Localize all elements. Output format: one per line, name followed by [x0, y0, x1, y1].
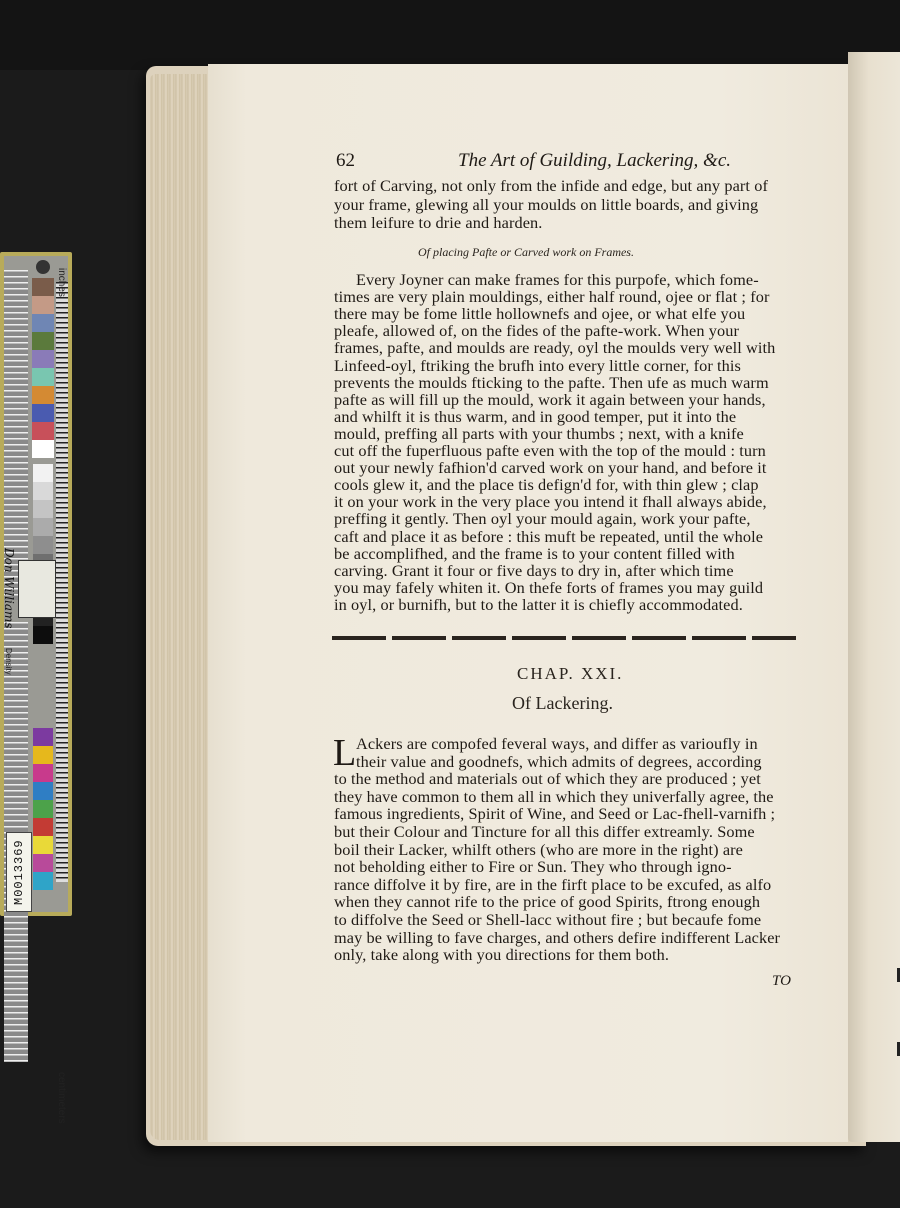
text-line: pleafe, allowed of, on the fides of the pafte-work. When your — [334, 321, 739, 341]
facing-page — [848, 52, 900, 1142]
text-line: carving. Grant it four or five days to dry in, after which time — [334, 560, 734, 580]
chapter-title: Of Lackering. — [512, 693, 613, 713]
signature: Don Williams — [2, 548, 16, 629]
text-line: when they cannot rife to the price of good Spirits, ftrong enough — [334, 892, 761, 912]
text-line: mould, preffing all parts with your thumbs ; next, with a knife — [334, 423, 744, 443]
text-line: their value and goodnefs, which admits of degrees, according — [356, 751, 762, 771]
color-swatch — [33, 818, 53, 836]
section-divider — [332, 636, 796, 640]
color-swatch — [33, 782, 53, 800]
color-swatch — [32, 368, 54, 386]
color-swatch — [32, 296, 54, 314]
background-top — [0, 0, 900, 70]
text-line: pafte as will fill up the mould, work it again between your hands, — [334, 389, 766, 409]
text-line: there may be fome little hollownefs and ojee, or what elfe you — [334, 304, 746, 324]
centimeters-label: centimeters — [56, 1072, 67, 1124]
item-id-label: M0013369 — [6, 832, 32, 912]
text-line: you may fafely whiten it. On thefe forts of frames you may guild — [334, 577, 764, 597]
chapter-number: CHAP. XXI. — [517, 664, 624, 683]
density-label: Density — [4, 648, 13, 675]
gray-swatch — [33, 536, 53, 554]
target-box — [18, 560, 56, 618]
color-swatch — [32, 350, 54, 368]
color-swatch — [33, 764, 53, 782]
color-swatch — [32, 314, 54, 332]
text-line: famous ingredients, Spirit of Wine, and Seed or Lac-fhell-varnifh ; — [334, 804, 776, 824]
gray-swatch — [33, 500, 53, 518]
text-line: it on your work in the very place you intend it fhall always abide, — [334, 492, 767, 512]
color-swatch — [33, 872, 53, 890]
text-line: cools glew it, and the place tis defign'd for, with thin glew ; clap — [334, 475, 759, 495]
color-swatch — [32, 404, 54, 422]
gray-swatch — [33, 626, 53, 644]
text-line: prevents the moulds fticking to the pafte. Then ufe as much warm — [334, 372, 769, 392]
page-number: 62 — [336, 150, 355, 171]
catchword: TO — [772, 973, 791, 989]
text-line: Every Joyner can make frames for this purpofe, which fome- — [356, 270, 759, 289]
text-line: out your newly fafhion'd carved work on your hand, and before it — [334, 458, 767, 478]
inches-label: inches — [56, 268, 67, 297]
text-line: them leifure to drie and harden. — [334, 213, 543, 232]
text-line: but their Colour and Tincture for all this differ extreamly. Some — [334, 822, 755, 841]
text-line: frames, pafte, and moulds are ready, oyl the moulds very well with — [334, 338, 776, 358]
text-line: your frame, glewing all your moulds on little boards, and giving — [334, 194, 759, 214]
text-line: times are very plain mouldings, either half round, ojee or flat ; for — [334, 287, 770, 307]
text-line: boil their Lacker, whilft others (who are more in the right) are — [334, 839, 744, 859]
color-swatch — [32, 278, 54, 296]
page-edges — [150, 74, 212, 1140]
drop-cap: L — [333, 732, 357, 774]
text-line: may be willing to fave charges, and others defire indifferent Lacker — [334, 927, 781, 947]
text-line: and whilft it is thus warm, and in good temper, put it into the — [334, 406, 737, 426]
gray-swatch — [33, 518, 53, 536]
section-heading: Of placing Pafte or Carved work on Frames. — [418, 245, 634, 259]
color-swatch — [33, 800, 53, 818]
text-line: in oyl, or burnifh, but to the latter it is chiefly accommodated. — [334, 594, 743, 614]
color-swatch — [32, 386, 54, 404]
color-swatch — [32, 422, 54, 440]
text-line: preffing it gently. Then oyl your mould again, work your pafte, — [334, 509, 751, 529]
color-swatch — [33, 836, 53, 854]
registration-dot-top — [36, 260, 50, 274]
text-line: only, take along with you directions for them both. — [334, 945, 670, 965]
density-scale — [56, 282, 68, 882]
gray-swatch — [33, 464, 53, 482]
color-swatch — [33, 728, 53, 746]
text-line: fort of Carving, not only from the infide and edge, but any part of — [334, 176, 768, 195]
color-swatch — [32, 440, 54, 458]
color-swatch — [32, 332, 54, 350]
text-line: Linfeed-oyl, ftriking the brufh into every little corner, for this — [334, 355, 741, 375]
color-swatch — [33, 746, 53, 764]
text-line: not beholding either to Fire or Sun. They who through igno- — [334, 857, 732, 877]
gray-swatch — [33, 482, 53, 500]
text-line: to diffolve the Seed or Shell-lacc without fire ; but becaufe fome — [334, 910, 762, 929]
running-title: The Art of Guilding, Lackering, &c. — [458, 150, 732, 171]
text-line: cut off the fuperfluous pafte even with the top of the mould : turn — [334, 441, 766, 460]
text-line: to the method and materials out of which they are produced ; yet — [334, 769, 761, 789]
text-line: Ackers are compofed feveral ways, and differ as varioufly in — [356, 734, 758, 753]
text-line: be accomplifhed, and the frame is to your content filled with — [334, 543, 735, 563]
text-line: caft and place it as before : this muft be repeated, until the whole — [334, 526, 764, 546]
color-swatch — [33, 854, 53, 872]
text-line: they have common to them all in which they univerfally agree, the — [334, 786, 774, 806]
text-line: rance diffolve it by fire, are in the firft place to be excufed, as alfo — [334, 874, 772, 894]
